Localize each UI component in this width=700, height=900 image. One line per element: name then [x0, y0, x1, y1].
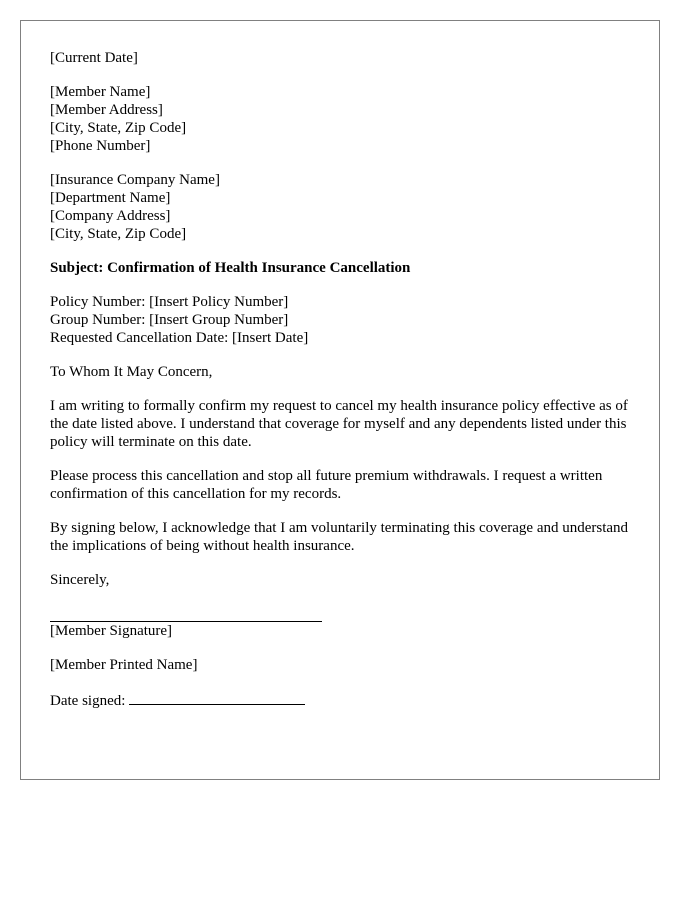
company-city-state-zip: [City, State, Zip Code]	[50, 226, 187, 242]
policy-number: Policy Number: [Insert Policy Number]	[50, 294, 289, 310]
salutation: To Whom It May Concern,	[50, 364, 213, 380]
requested-cancellation-date: Requested Cancellation Date: [Insert Date]	[50, 330, 309, 346]
closing: Sincerely,	[50, 572, 110, 588]
member-address: [Member Address]	[50, 102, 163, 118]
company-address-block	[50, 171, 640, 243]
paragraph-process-cancellation: Please process this cancellation and stop all future premium withdrawals. I request a written confirmation of this cancellation for my records.	[50, 468, 603, 502]
date-signed-label: Date signed:	[50, 693, 126, 709]
member-signature-label: [Member Signature]	[50, 623, 173, 639]
member-name: [Member Name]	[50, 84, 151, 100]
department-name: [Department Name]	[50, 190, 171, 206]
group-number: Group Number: [Insert Group Number]	[50, 312, 289, 328]
current-date: [Current Date]	[50, 50, 138, 66]
letter-page	[20, 20, 660, 780]
letter-body	[50, 49, 640, 710]
company-name: [Insurance Company Name]	[50, 172, 220, 188]
company-address: [Company Address]	[50, 208, 171, 224]
member-printed-name: [Member Printed Name]	[50, 657, 198, 673]
signature-line	[50, 605, 322, 622]
member-address-block	[50, 83, 640, 155]
date-signed-row	[50, 690, 640, 710]
date-signed-line	[129, 690, 305, 705]
member-phone: [Phone Number]	[50, 138, 151, 154]
paragraph-confirm-request: I am writing to formally confirm my request to cancel my health insurance policy effective as of the date listed above. I understand that coverage for myself and any dependents listed under this policy will terminate on this date.	[50, 398, 628, 450]
paragraph-acknowledgement: By signing below, I acknowledge that I am voluntarily terminating this coverage and understand the implications of being without health insurance.	[50, 520, 629, 554]
date-block	[50, 49, 640, 67]
subject-line: Subject: Confirmation of Health Insurance Cancellation	[50, 260, 411, 276]
member-city-state-zip: [City, State, Zip Code]	[50, 120, 187, 136]
policy-info-block	[50, 293, 640, 347]
